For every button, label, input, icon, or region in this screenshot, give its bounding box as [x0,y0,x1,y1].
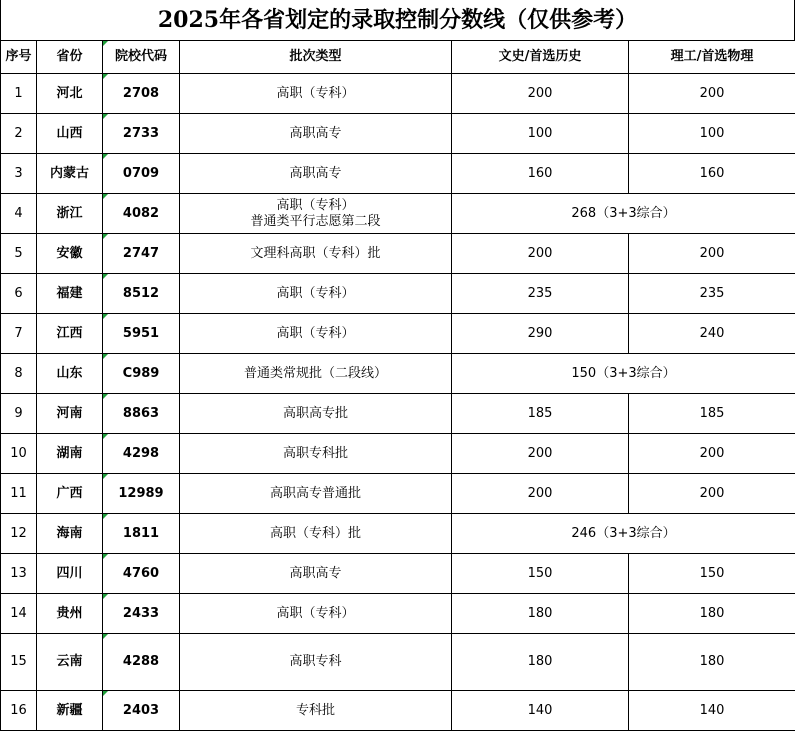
row-combined-score: 268（3+3综合） [452,194,795,234]
table-row [1,314,795,354]
header-province: 省份 [37,41,103,74]
batch-line: 高职高专 [180,126,451,142]
row-science-score: 200 [629,474,795,514]
row-arts-score: 150 [452,554,629,594]
table-row [1,274,795,314]
row-science-score: 140 [629,691,795,731]
row-batch [180,314,452,354]
batch-line: 专科批 [180,703,451,719]
row-batch [180,114,452,154]
row-code: 2733 [103,114,180,154]
table-row [1,194,795,234]
row-code: 4082 [103,194,180,234]
row-arts-score: 180 [452,594,629,634]
row-arts-score: 185 [452,394,629,434]
row-science-score: 200 [629,434,795,474]
row-no: 10 [1,434,37,474]
row-no: 6 [1,274,37,314]
row-province: 广西 [37,474,103,514]
batch-line: 高职（专科） [180,86,451,102]
row-batch [180,354,452,394]
row-no: 9 [1,394,37,434]
batch-line: 高职高专 [180,566,451,582]
row-arts-score: 290 [452,314,629,354]
header-science: 理工/首选物理 [629,41,795,74]
row-science-score: 240 [629,314,795,354]
table-row [1,114,795,154]
header-code: 院校代码 [103,41,180,74]
score-table [0,40,795,731]
row-no: 4 [1,194,37,234]
row-no: 16 [1,691,37,731]
row-batch [180,634,452,691]
row-province: 山西 [37,114,103,154]
table-header-row [1,41,795,74]
row-science-score: 180 [629,634,795,691]
row-combined-score: 150（3+3综合） [452,354,795,394]
row-code: 0709 [103,154,180,194]
row-code: 4298 [103,434,180,474]
row-province: 贵州 [37,594,103,634]
row-batch [180,154,452,194]
row-combined-score: 246（3+3综合） [452,514,795,554]
header-arts: 文史/首选历史 [452,41,629,74]
batch-line: 高职（专科） [180,286,451,302]
row-province: 河南 [37,394,103,434]
row-arts-score: 140 [452,691,629,731]
row-province: 山东 [37,354,103,394]
table-row [1,554,795,594]
row-arts-score: 200 [452,434,629,474]
batch-line: 高职（专科）批 [180,526,451,542]
row-code: 8863 [103,394,180,434]
row-code: 8512 [103,274,180,314]
row-code: 1811 [103,514,180,554]
row-batch [180,234,452,274]
row-no: 13 [1,554,37,594]
batch-line: 高职（专科） [180,606,451,622]
table-row [1,74,795,114]
row-code: 12989 [103,474,180,514]
row-arts-score: 200 [452,74,629,114]
row-batch [180,74,452,114]
row-code: 4760 [103,554,180,594]
row-province: 安徽 [37,234,103,274]
table-row [1,394,795,434]
row-science-score: 160 [629,154,795,194]
row-science-score: 150 [629,554,795,594]
row-province: 湖南 [37,434,103,474]
row-code: 4288 [103,634,180,691]
batch-line: 高职专科批 [180,446,451,462]
row-science-score: 100 [629,114,795,154]
row-code: 2708 [103,74,180,114]
row-arts-score: 235 [452,274,629,314]
row-no: 15 [1,634,37,691]
batch-line: 高职高专 [180,166,451,182]
row-no: 1 [1,74,37,114]
row-no: 11 [1,474,37,514]
row-batch [180,194,452,234]
row-province: 浙江 [37,194,103,234]
row-province: 内蒙古 [37,154,103,194]
row-no: 8 [1,354,37,394]
batch-line: 高职专科 [180,654,451,670]
row-science-score: 235 [629,274,795,314]
row-no: 14 [1,594,37,634]
row-province: 河北 [37,74,103,114]
batch-line: 高职高专批 [180,406,451,422]
row-batch [180,691,452,731]
row-code: 2433 [103,594,180,634]
row-batch [180,274,452,314]
table-row [1,594,795,634]
row-batch [180,394,452,434]
page-title: 2025年各省划定的录取控制分数线（仅供参考） [0,0,795,40]
row-science-score: 200 [629,74,795,114]
row-batch [180,554,452,594]
row-science-score: 200 [629,234,795,274]
row-batch [180,594,452,634]
table-row [1,154,795,194]
row-code: C989 [103,354,180,394]
row-batch [180,474,452,514]
batch-line: 高职（专科） [180,198,451,214]
header-no: 序号 [1,41,37,74]
batch-line: 高职高专普通批 [180,486,451,502]
batch-line: 文理科高职（专科）批 [180,246,451,262]
header-batch: 批次类型 [180,41,452,74]
row-batch [180,434,452,474]
table-row [1,354,795,394]
row-code: 2403 [103,691,180,731]
row-arts-score: 180 [452,634,629,691]
row-province: 海南 [37,514,103,554]
table-row [1,514,795,554]
row-province: 福建 [37,274,103,314]
row-province: 四川 [37,554,103,594]
row-arts-score: 160 [452,154,629,194]
table-row [1,234,795,274]
row-no: 2 [1,114,37,154]
batch-line: 高职（专科） [180,326,451,342]
row-batch [180,514,452,554]
batch-line: 普通类常规批（二段线） [180,366,451,382]
row-province: 云南 [37,634,103,691]
row-science-score: 185 [629,394,795,434]
row-arts-score: 100 [452,114,629,154]
row-no: 3 [1,154,37,194]
row-code: 2747 [103,234,180,274]
table-row [1,691,795,731]
batch-line: 普通类平行志愿第二段 [180,214,451,230]
row-no: 7 [1,314,37,354]
row-arts-score: 200 [452,474,629,514]
table-row [1,434,795,474]
row-province: 江西 [37,314,103,354]
row-no: 5 [1,234,37,274]
row-code: 5951 [103,314,180,354]
row-science-score: 180 [629,594,795,634]
row-province: 新疆 [37,691,103,731]
table-row [1,474,795,514]
row-arts-score: 200 [452,234,629,274]
row-no: 12 [1,514,37,554]
table-row [1,634,795,691]
